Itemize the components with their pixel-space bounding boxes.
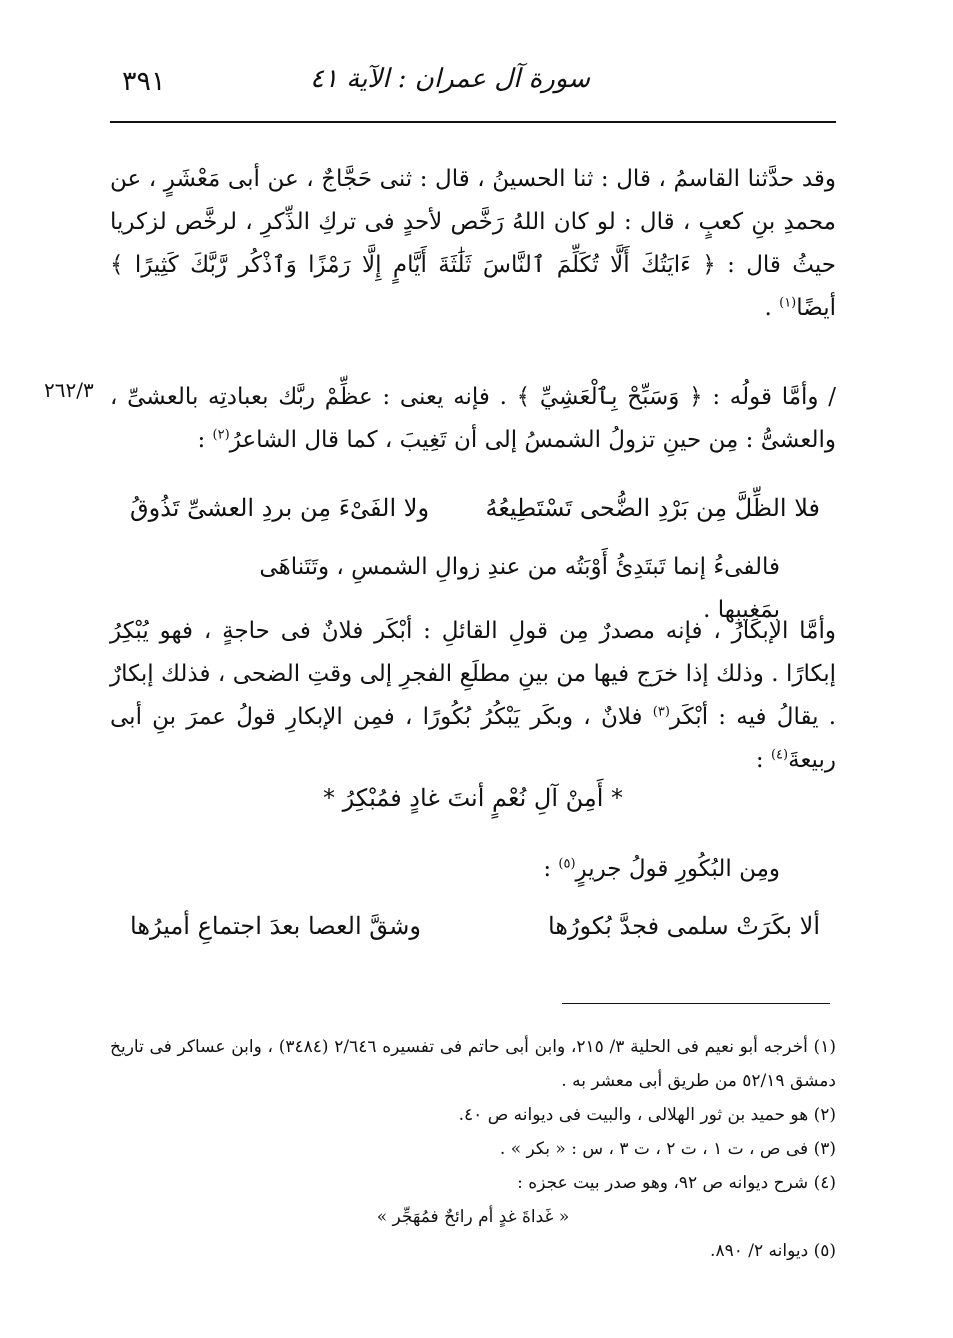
footnote-ref-1: (١) [779,295,797,311]
running-title: سورة آل عمران : الآية ٤١ [310,64,590,94]
star-ornament-left: * [322,784,335,812]
verse-2-second-hemistich: وشقَّ العصا بعدَ اجتماعِ أميرُها [130,912,421,940]
paragraph-2-end: : [197,427,213,453]
margin-reference: ٢٦٢/٣ [44,378,94,402]
running-header [108,58,834,110]
verse-line-2 [130,912,820,956]
footnote-rule [562,1003,830,1004]
paragraph-1 [110,158,836,330]
verse-line-1 [130,494,820,538]
paragraph-5-text: ومِن البُكُورِ قولُ جريرٍ [575,856,780,882]
star-ornament-right: * [611,784,624,812]
paragraph-4 [110,610,836,782]
footnotes [110,1030,836,1268]
paragraph-3: فالفىءُ إنما تَبتَدِئُ أَوْبَتُه من عندِ زوالِ الشمسِ ، وتَتَناهَى بمَغِيبِها . [259,554,780,623]
page-number: ٣٩١ [122,66,166,97]
verse-1-second-hemistich: ولا الفَىْءَ مِن بردِ العشىِّ تَذُوقُ [130,494,430,522]
footnote-4: (٤) شرح ديوانه ص ٩٢، وهو صدر بيت عجزه : [517,1173,836,1193]
verse-1-first-hemistich: فلا الظِّلَّ مِن بَرْدِ الضُّحى تَسْتَطِيعُهُ [485,494,820,522]
paragraph-4-text-a: وأمَّا الإبكارُ ، فإنه مصدرٌ مِن قولِ القائلِ : أبْكَر فلانٌ فى حاجةٍ ، فهو يُبْكِرُ إبكارًا . وذلك إذا خرَج فيها من بينِ مطلَعِ الفجرِ إلى وقتِ الضحى ، فذلك إبكارٌ . يقالُ فيه : أبْكَر [110,618,837,730]
paragraph-2-text: / وأمَّا قولُه : ﴿ وَسَبِّحْ بِٱلْعَشِيِّ ﴾ . فإنه يعنى : عظِّمْ ربَّك بعبادتِه بالعشىِّ ، والعشىُّ : مِن حينِ تزولُ الشمسُ إلى أن تَغِيبَ ، كما قال الشاعرُ [110,384,836,453]
paragraph-2 [110,376,836,462]
footnote-1: (١) أخرجه أبو نعيم فى الحلية ٣/ ٢١٥، وابن أبى حاتم فى تفسيره ٢/٦٤٦ (٣٤٨٤) ، وابن عساكر فى تاريخ دمشق ٥٢/١٩ من طريق أبى معشر به . [110,1037,836,1091]
paragraph-5-end: : [543,856,559,882]
hemistich-line [110,784,836,812]
paragraph-4-text-b: فلانٌ ، وبكَر يَبْكُرُ بُكُورًا ، فمِن الإبكارِ قولُ عمرَ بنِ أبى ربيعةَ [110,704,836,773]
footnote-ref-4: (٤) [770,747,789,763]
paragraph-4-end: : [755,747,771,773]
paragraph-1-end: . [764,295,780,321]
footnote-4-verse: « غَداةَ غدٍ أم رائحٌ فمُهَجِّر » [376,1207,570,1227]
footnote-ref-5: (٥) [558,856,576,872]
footnote-ref-3: (٣) [652,704,670,720]
footnote-2: (٢) هو حميد بن ثور الهلالى ، والبيت فى ديوانه ص ٤٠. [458,1105,836,1125]
paragraph-1-text: وقد حدَّثنا القاسمُ ، قال : ثنا الحسينُ ، قال : ثنى حَجَّاجٌ ، عن أبى مَعْشَرٍ ، عن محمدِ بنِ كعبٍ ، قال : لو كان اللهُ رَخَّص لأحدٍ فى تركِ الذِّكرِ ، لرخَّص لزكريا حيثُ قال : ﴿ ءَايَتُكَ أَلَّا تُكَلِّمَ ٱلنَّاسَ ثَلَٰثَةَ أَيَّامٍ إِلَّا رَمْزًا وَٱذْكُر رَّبَّكَ كَثِيرًا ﴾ أيضًا [110,166,836,321]
verse-2-first-hemistich: ألا بكَرَتْ سلمى فجدَّ بُكورُها [547,912,820,940]
hemistich-text: أَمِنْ آلِ نُعْمٍ أنتَ غادٍ فمُبْكِرُ [342,784,604,812]
paragraph-5 [200,848,780,891]
footnote-3: (٣) فى ص ، ت ١ ، ت ٢ ، ت ٣ ، س : « بكر » . [499,1139,836,1159]
header-rule [110,121,836,123]
footnote-5: (٥) ديوانه ٢/ ٨٩٠. [710,1241,836,1261]
footnote-ref-2: (٢) [212,427,230,443]
